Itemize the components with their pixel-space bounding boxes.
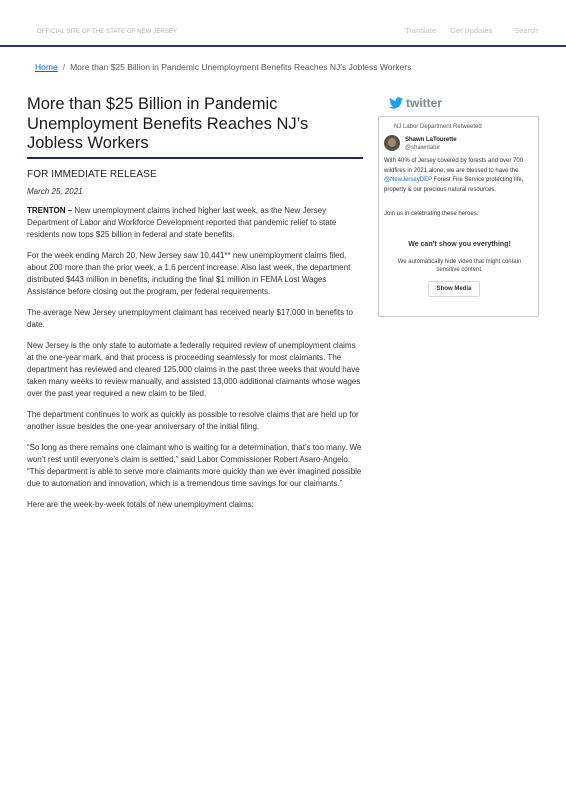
search-link[interactable]: Search: [514, 26, 538, 35]
avatar[interactable]: [384, 135, 400, 151]
article: [27, 95, 363, 511]
sensitive-media-title: We can’t show you everything!: [408, 241, 511, 248]
breadcrumb-home-link[interactable]: Home: [35, 62, 58, 72]
article-paragraph-1: [27, 205, 363, 241]
article-paragraph-2: For the week ending March 20, New Jersey saw 10,441** new unemployment claims filed, about 200 more than the prior week, a 1.6 percent increase. Also last week, the department distributed $443 million in benefits, including the final $1 million in FEMA Lost Wages Assistance before closing out the program, per federal requirements.: [27, 250, 351, 296]
tweet-mention-link[interactable]: @NewJerseyDEP: [384, 177, 432, 183]
release-date: March 25, 2021: [27, 186, 83, 196]
top-links: [405, 26, 538, 35]
twitter-heading[interactable]: [389, 96, 442, 110]
article-paragraph-3: The average New Jersey unemployment claimant has received nearly $17,000 in benefits to date.: [27, 307, 353, 329]
get-updates-link[interactable]: Get Updates: [450, 26, 493, 35]
tweet-text-after: Forest Fire Service protecting life, property & our precious natural resources.: [384, 177, 524, 193]
breadcrumb-separator: /: [62, 62, 66, 72]
article-paragraph-4: New Jersey is the only state to automate a federally required review of unemployment claims at the one-year mark, and that process is proceeding seamlessly for most claimants. The department has reviewed and cleared 125,000 claims in the past three weeks that would have taken many weeks to review manually, and assisted 13,000 additional claimants whose wages over the past year required a new claim to be filed.: [27, 340, 361, 398]
article-paragraph-7: Here are the week-by-week totals of new unemployment claims:: [27, 499, 254, 509]
tweet-text-line-2: Join us in celebrating these heroes.: [384, 211, 479, 217]
article-paragraph-6: “So long as there remains one claimant who is waiting for a determination, that’s too many. We won’t rest until everyone’s claim is settled,” said Labor Commissioner Robert Asaro-Angelo. “This department is able to serve more claimants more quickly than we ever imagined possible due to automation and innovation, which is a tremendous time savings for our claimants.”: [27, 442, 362, 488]
page-title: More than $25 Billion in Pandemic Unemployment Benefits Reaches NJ’s Jobless Workers: [27, 95, 363, 159]
sensitive-media-text: We automatically hide video that might contain sensitive content.: [397, 259, 522, 273]
article-paragraph-5: The department continues to work as quickly as possible to resolve claims that are held up for another issue besides the one-year anniversary of the initial filing.: [27, 409, 359, 431]
top-bar: [0, 0, 566, 47]
tweet-text-before: With 40% of Jersey covered by forests and over 700 wildfires in 2021 alone, we are blessed to have the: [384, 158, 524, 174]
translate-link[interactable]: Translate: [405, 26, 437, 35]
dateline: TRENTON –: [27, 205, 73, 215]
retweeted-label: NJ Labor Department Retweeted: [394, 124, 482, 130]
release-label: FOR IMMEDIATE RELEASE: [27, 168, 157, 180]
twitter-timeline-widget: [378, 116, 539, 317]
twitter-bird-icon: [389, 97, 403, 109]
breadcrumb-current: More than $25 Billion in Pandemic Unemployment Benefits Reaches NJ’s Jobless Workers: [70, 62, 412, 72]
show-media-button[interactable]: Show Media: [428, 281, 480, 297]
tweet-text: [384, 157, 534, 195]
paragraph-1-text: New unemployment claims inched higher last week, as the New Jersey Department of Labor and Workforce Development reported that pandemic relief to state residents now tops $25 billion in federal and state benefits.: [27, 205, 337, 239]
official-site-label: OFFICIAL SITE OF THE STATE OF NEW JERSEY: [37, 29, 178, 35]
tweet-author-handle[interactable]: @shawnlatur: [405, 145, 441, 151]
twitter-heading-label: twitter: [406, 96, 442, 110]
tweet-author-name[interactable]: Shawn LaTourette: [405, 137, 457, 143]
breadcrumb: [35, 62, 411, 72]
